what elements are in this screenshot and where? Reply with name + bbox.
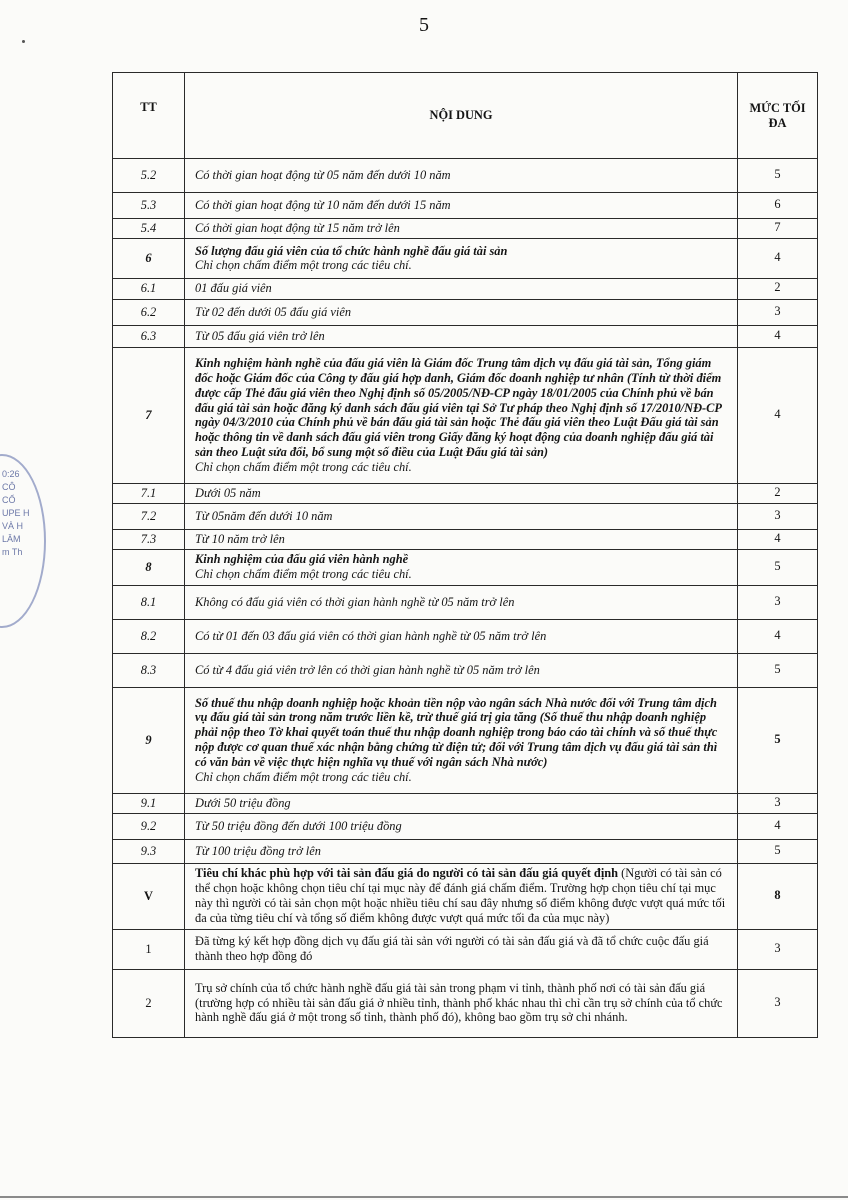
row-max-score: 5 bbox=[738, 687, 818, 793]
row-content bbox=[185, 585, 738, 619]
criterion-note: Chỉ chọn chấm điểm một trong các tiêu chí. bbox=[195, 567, 412, 582]
row-code: 7.1 bbox=[113, 483, 185, 503]
row-content bbox=[185, 619, 738, 653]
table-row bbox=[113, 549, 818, 585]
criterion-note: Chỉ chọn chấm điểm một trong các tiêu chí. bbox=[195, 460, 412, 474]
seal-line: 0:26 bbox=[2, 469, 20, 479]
seal-line: CÔ bbox=[2, 482, 16, 493]
table-row bbox=[113, 347, 818, 483]
row-content bbox=[185, 193, 738, 219]
criterion-text: Đã từng ký kết hợp đồng dịch vụ đấu giá tài sản với người có tài sản đấu giá và đã tổ chức cuộc đấu giá thành theo hợp đồng đó bbox=[195, 934, 709, 963]
table-row bbox=[113, 619, 818, 653]
row-max-score: 3 bbox=[738, 929, 818, 969]
seal-line: VÀ H bbox=[2, 521, 24, 532]
row-content bbox=[185, 529, 738, 549]
row-code: 6.2 bbox=[113, 299, 185, 325]
criterion-text: Từ 05năm đến dưới 10 năm bbox=[195, 508, 333, 523]
criterion-text: Có từ 01 đến 03 đấu giá viên có thời gian hành nghề từ 05 năm trở lên bbox=[195, 628, 547, 643]
scan-speck bbox=[22, 40, 25, 43]
page-number: 5 bbox=[419, 14, 429, 36]
row-content bbox=[185, 969, 738, 1037]
criterion-text: Có từ 4 đấu giá viên trở lên có thời gian hành nghề từ 05 năm trở lên bbox=[195, 662, 540, 677]
criterion-text: Dưới 50 triệu đồng bbox=[195, 795, 291, 810]
row-code: 8.3 bbox=[113, 653, 185, 687]
row-content bbox=[185, 653, 738, 687]
table-row bbox=[113, 813, 818, 839]
row-content bbox=[185, 219, 738, 239]
row-max-score: 3 bbox=[738, 503, 818, 529]
row-max-score: 4 bbox=[738, 813, 818, 839]
row-code: 7.2 bbox=[113, 503, 185, 529]
row-max-score: 6 bbox=[738, 193, 818, 219]
header-content: NỘI DUNG bbox=[185, 73, 738, 159]
row-content bbox=[185, 687, 738, 793]
criterion-title: Tiêu chí khác phù hợp với tài sản đấu giá do người có tài sản đấu giá quyết định bbox=[195, 866, 619, 881]
row-content bbox=[185, 299, 738, 325]
criteria-table bbox=[112, 72, 818, 1038]
criterion-text: Từ 05 đấu giá viên trở lên bbox=[195, 328, 325, 343]
criterion-note: Chỉ chọn chấm điểm một trong các tiêu chí. bbox=[195, 769, 412, 784]
table-row bbox=[113, 585, 818, 619]
seal-line: CỔ bbox=[2, 495, 16, 506]
table-row bbox=[113, 483, 818, 503]
row-code: 6 bbox=[113, 238, 185, 278]
row-max-score: 5 bbox=[738, 549, 818, 585]
row-content bbox=[185, 863, 738, 929]
table-row bbox=[113, 325, 818, 347]
criterion-text: Từ 10 năm trở lên bbox=[195, 531, 285, 546]
row-max-score: 4 bbox=[738, 347, 818, 483]
row-code: 5.3 bbox=[113, 193, 185, 219]
row-code: 9.2 bbox=[113, 813, 185, 839]
criterion-title: Kinh nghiệm hành nghề của đấu giá viên là Giám đốc Trung tâm dịch vụ đấu giá tài sản, Tổng giám đốc hoặc Giám đốc của Công ty đấu giá hợp danh, Giám đốc doanh nghiệp tư nhân (Tính từ thời điểm được cấp Thẻ đấu giá viên theo Nghị định số 05/2005/NĐ-CP ngày 18/01/2005 của Chính phủ về bán đấu giá tài sản hoặc đăng ký danh sách đấu giá viên tại Sở Tư pháp theo Nghị định số 17/2010/NĐ-CP ngày 04/3/2010 của Chính phủ về bán đấu giá tài sản hoặc Thẻ đấu giá viên theo Luật Đấu giá tài sản hoặc thông tin về danh sách đấu giá viên trong Giấy đăng ký hoạt động của doanh nghiệp đấu giá tài sản theo Luật sửa đổi, bổ sung một số điều của Luật Đấu giá tài sản) bbox=[195, 355, 722, 460]
row-content bbox=[185, 549, 738, 585]
row-max-score: 7 bbox=[738, 219, 818, 239]
table-header-row bbox=[113, 73, 818, 159]
row-max-score: 5 bbox=[738, 839, 818, 863]
row-content bbox=[185, 325, 738, 347]
row-code: 7 bbox=[113, 347, 185, 483]
seal-line: LÂM bbox=[2, 534, 21, 545]
table-row bbox=[113, 929, 818, 969]
row-max-score: 4 bbox=[738, 529, 818, 549]
table-row bbox=[113, 529, 818, 549]
table-row bbox=[113, 503, 818, 529]
row-max-score: 3 bbox=[738, 299, 818, 325]
criterion-note: Chỉ chọn chấm điểm một trong các tiêu chí. bbox=[195, 258, 412, 273]
row-code: 5.4 bbox=[113, 219, 185, 239]
row-content bbox=[185, 159, 738, 193]
criterion-title: Kinh nghiệm của đấu giá viên hành nghề bbox=[195, 552, 409, 567]
table-row bbox=[113, 238, 818, 278]
row-max-score: 4 bbox=[738, 325, 818, 347]
row-content bbox=[185, 483, 738, 503]
row-code: 6.3 bbox=[113, 325, 185, 347]
seal-line: UPE H bbox=[2, 508, 30, 519]
row-content bbox=[185, 929, 738, 969]
row-content bbox=[185, 813, 738, 839]
table-row bbox=[113, 653, 818, 687]
table-row bbox=[113, 299, 818, 325]
row-max-score: 3 bbox=[738, 969, 818, 1037]
row-max-score: 5 bbox=[738, 653, 818, 687]
row-content bbox=[185, 793, 738, 813]
table-body bbox=[113, 159, 818, 1038]
criterion-text: Trụ sở chính của tổ chức hành nghề đấu giá tài sản trong phạm vi tỉnh, thành phố nơi có tài sản đấu giá (trường hợp có nhiều tài sản đấu giá ở nhiều tỉnh, thành phố khác nhau thì chỉ cần trụ sở chính của tổ chức hành nghề đấu giá ở một trong số tỉnh, thành phố đó), không bao gồm trụ sở chi nhánh. bbox=[195, 980, 723, 1025]
row-code: 9.1 bbox=[113, 793, 185, 813]
criterion-text: 01 đấu giá viên bbox=[195, 281, 272, 296]
criterion-title: Số lượng đấu giá viên của tổ chức hành nghề đấu giá tài sản bbox=[195, 243, 508, 258]
row-max-score: 2 bbox=[738, 483, 818, 503]
row-code: 5.2 bbox=[113, 159, 185, 193]
row-code: 7.3 bbox=[113, 529, 185, 549]
row-code: 2 bbox=[113, 969, 185, 1037]
table-row bbox=[113, 219, 818, 239]
table-row bbox=[113, 793, 818, 813]
table-row bbox=[113, 193, 818, 219]
header-code: TT bbox=[113, 73, 185, 159]
criterion-text: Có thời gian hoạt động từ 15 năm trở lên bbox=[195, 221, 400, 235]
row-max-score: 8 bbox=[738, 863, 818, 929]
row-max-score: 3 bbox=[738, 585, 818, 619]
row-code: 8 bbox=[113, 549, 185, 585]
table-row bbox=[113, 687, 818, 793]
seal-line: m Th bbox=[2, 547, 23, 558]
header-max-score: MỨC TỐI ĐA bbox=[738, 73, 818, 159]
row-code: 9 bbox=[113, 687, 185, 793]
table-row bbox=[113, 278, 818, 299]
row-content bbox=[185, 839, 738, 863]
table-row bbox=[113, 839, 818, 863]
criterion-text: Từ 02 đến dưới 05 đấu giá viên bbox=[195, 304, 352, 319]
row-code: 1 bbox=[113, 929, 185, 969]
row-max-score: 4 bbox=[738, 238, 818, 278]
criterion-text: (Người có tài sản có thể chọn hoặc không chọn tiêu chí tại mục này để đánh giá chấm điểm. Trường hợp chọn tiêu chí tại mục này thì người có tài sản chọn một hoặc nhiều tiêu chí sau đây nhưng số điểm không được vượt quá mức tối đa của từng tiêu chí và tổng số điểm không được vượt quá mức tối đa của mục này) bbox=[195, 866, 726, 925]
criterion-text: Có thời gian hoạt động từ 05 năm đến dưới 10 năm bbox=[195, 168, 451, 183]
criterion-text: Từ 100 triệu đồng trở lên bbox=[195, 843, 321, 858]
row-max-score: 4 bbox=[738, 619, 818, 653]
criterion-text: Từ 50 triệu đồng đến dưới 100 triệu đồng bbox=[195, 818, 402, 833]
table-row bbox=[113, 969, 818, 1037]
row-code: V bbox=[113, 863, 185, 929]
row-content bbox=[185, 238, 738, 278]
row-content bbox=[185, 503, 738, 529]
row-code: 8.1 bbox=[113, 585, 185, 619]
seal-text bbox=[2, 468, 46, 559]
scan-edge-line bbox=[0, 1196, 848, 1198]
table-row bbox=[113, 159, 818, 193]
criterion-text: Không có đấu giá viên có thời gian hành nghề từ 05 năm trở lên bbox=[195, 594, 515, 609]
row-max-score: 5 bbox=[738, 159, 818, 193]
row-code: 9.3 bbox=[113, 839, 185, 863]
criterion-title: Số thuế thu nhập doanh nghiệp hoặc khoản tiền nộp vào ngân sách Nhà nước đối với Trung tâm dịch vụ đấu giá tài sản trong năm trước liền kề, trừ thuế giá trị gia tăng (Số thuế thu nhập doanh nghiệp phải nộp theo Tờ khai quyết toán thuế thu nhập doanh nghiệp trong báo cáo tài chính và số thuế thực nộp được cơ quan thuế xác nhận bằng chứng từ điện tử; đối với Trung tâm dịch vụ đấu giá tài sản thì có văn bản về việc thực hiện nghĩa vụ thuế với ngân sách Nhà nước) bbox=[195, 695, 718, 769]
criterion-text: Có thời gian hoạt động từ 10 năm đến dưới 15 năm bbox=[195, 198, 451, 213]
row-content bbox=[185, 347, 738, 483]
criterion-text: Dưới 05 năm bbox=[195, 485, 261, 500]
row-code: 8.2 bbox=[113, 619, 185, 653]
row-code: 6.1 bbox=[113, 278, 185, 299]
row-max-score: 3 bbox=[738, 793, 818, 813]
row-max-score: 2 bbox=[738, 278, 818, 299]
table-row bbox=[113, 863, 818, 929]
row-content bbox=[185, 278, 738, 299]
